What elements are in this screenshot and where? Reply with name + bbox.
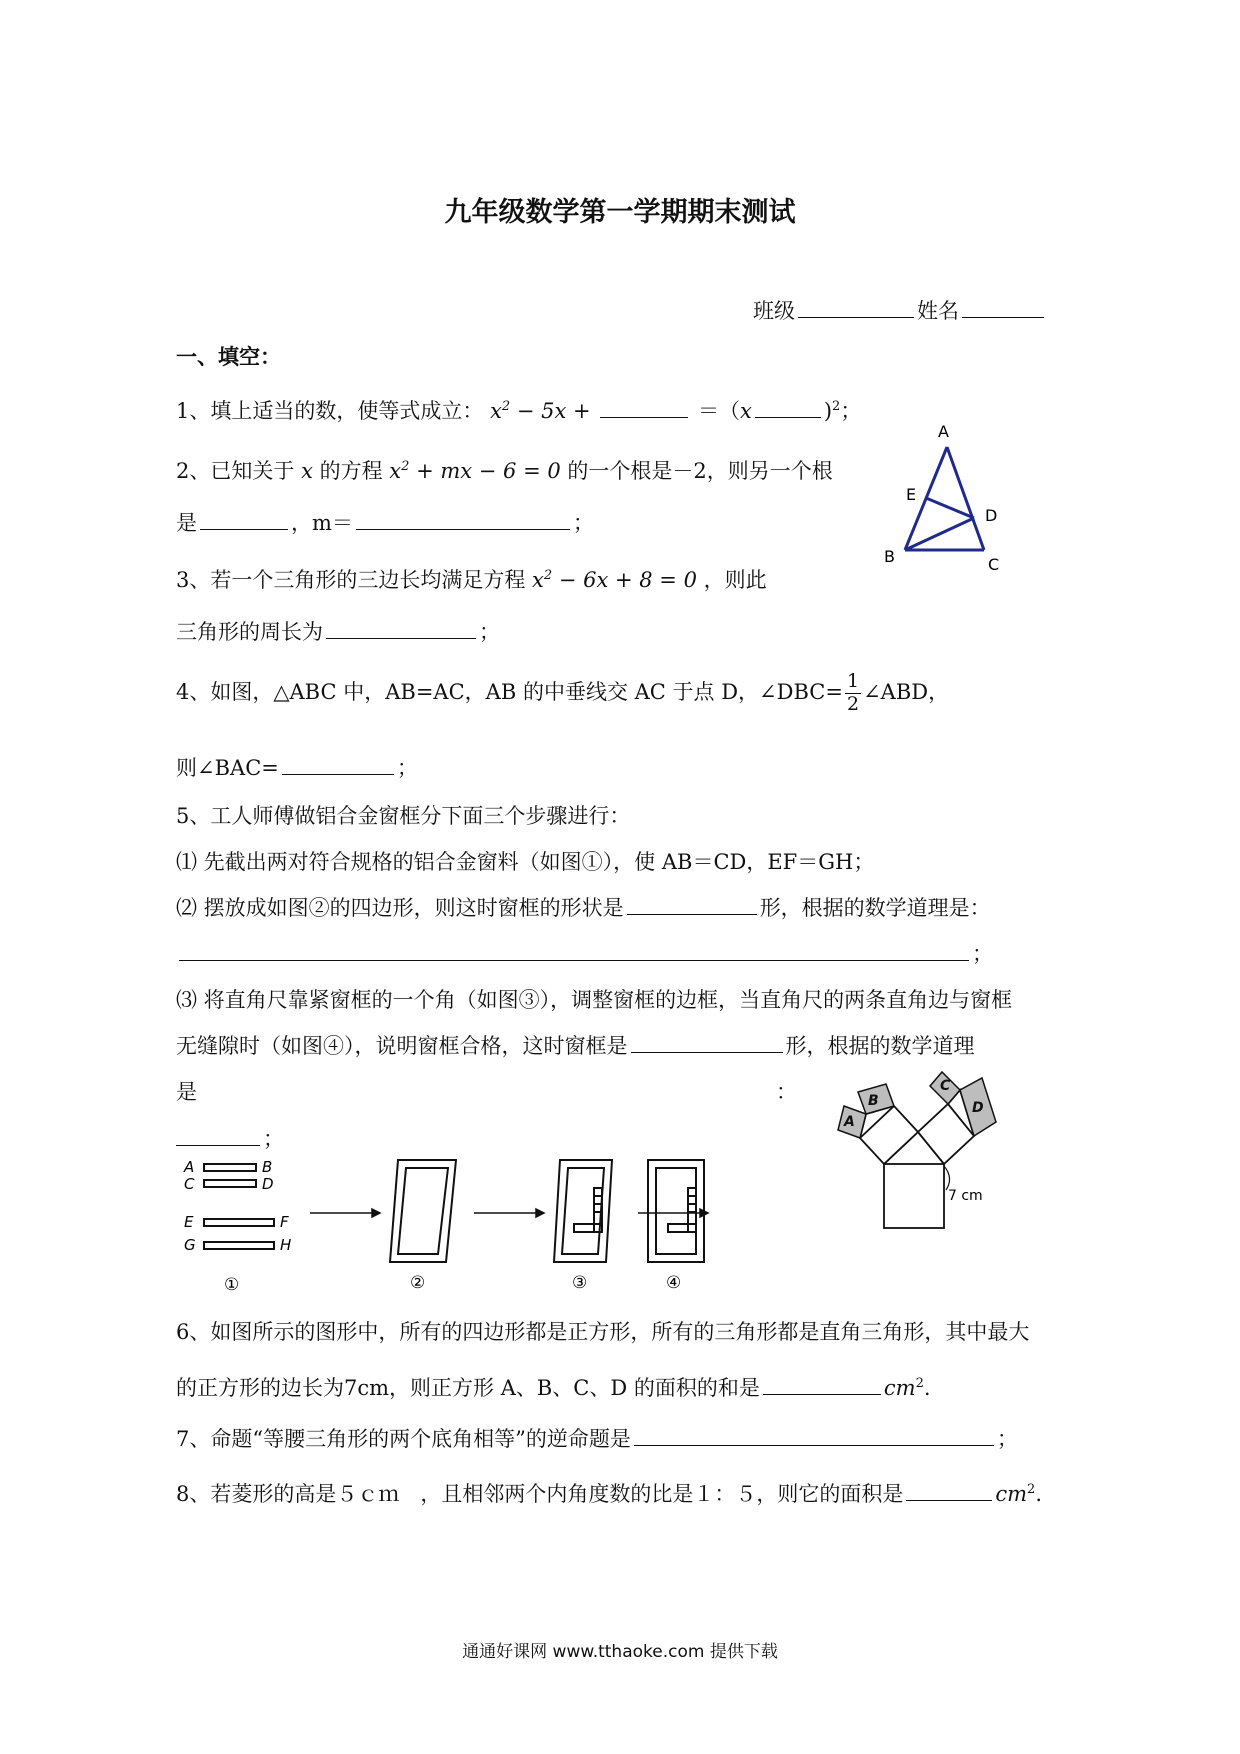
q1-close: )$^2$ <box>823 399 841 423</box>
q2-blank-root <box>200 509 288 530</box>
q8-blank <box>906 1480 992 1501</box>
class-blank <box>798 297 914 318</box>
bar-label-d: D <box>262 1175 274 1193</box>
student-info <box>753 295 1047 325</box>
q5-step3-a: 无缝隙时（如图④），说明窗框合格，这时窗框是 <box>176 1034 628 1058</box>
q4-frac-num: 1 <box>846 670 860 692</box>
question-2-line-2 <box>176 507 594 537</box>
q1-eq: ＝（ <box>697 399 740 423</box>
q5-intro: 5、工人师傅做铝合金窗框分下面三个步骤进行： <box>176 804 631 828</box>
triangle-label-e: E <box>906 485 917 504</box>
q5-step-3-line-1: ⑶ 将直角尺靠紧窗框的一个角（如图③），调整窗框的边框，当直角尺的两条直角边与窗框 <box>176 988 1013 1012</box>
q6-text: 的正方形的边长为7cm，则正方形 A、B、C、D 的面积的和是 <box>176 1376 760 1400</box>
q1-blank-2 <box>755 397 821 418</box>
window-frame-figure <box>176 1150 796 1300</box>
q5-step-3-reason <box>176 1123 284 1153</box>
q7-blank <box>634 1425 994 1446</box>
q2-line2-a: 是 <box>176 511 197 535</box>
bar-label-b: B <box>262 1158 273 1176</box>
question-4-line-2 <box>176 752 418 782</box>
q4-blank <box>282 754 394 775</box>
footer: 通通好课网 www.tthaoke.com 提供下载 <box>462 1642 778 1662</box>
q3-line2: 三角形的周长为 <box>176 620 323 644</box>
q5-step-2-reason <box>176 938 993 968</box>
q5-blank-reason <box>179 940 969 961</box>
question-3-line-1 <box>176 564 767 594</box>
q2-var: x <box>301 459 313 483</box>
bar-cd <box>204 1180 256 1187</box>
q5-step2-a: ⑵ 摆放成如图②的四边形，则这时窗框的形状是 <box>176 896 624 920</box>
bar-label-f: F <box>280 1213 289 1231</box>
square-label-a: A <box>844 1114 855 1130</box>
q1-expr: $x^2 - 5x$ + <box>490 399 591 423</box>
q6-unit-sup: 2 <box>915 1376 924 1391</box>
page-title: 九年级数学第一学期期末测试 <box>444 197 796 228</box>
q5-blank-shape-2 <box>631 1032 783 1053</box>
triangle-label-d: D <box>985 506 998 525</box>
q6-line-1: 6、如图所示的图形中，所有的四边形都是正方形，所有的三角形都是直角三角形，其中最大 <box>176 1320 1030 1344</box>
q5-colon: ： <box>776 1080 797 1104</box>
step-label-2: ② <box>410 1273 426 1293</box>
q3-blank <box>326 618 476 639</box>
q1-blank-1 <box>600 397 688 418</box>
q1-x: x <box>739 399 752 423</box>
q5-blank-shape <box>627 894 757 915</box>
triangle-figure <box>870 420 1020 580</box>
square-label-b: B <box>868 1093 879 1109</box>
q7-text: 7、命题“等腰三角形的两个底角相等”的逆命题是 <box>176 1427 631 1451</box>
q3-text-a: 3、若一个三角形的三边长均满足方程 <box>176 568 526 592</box>
name-label: 姓名 <box>917 299 959 323</box>
q5-semi: ； <box>972 942 993 966</box>
bar-label-a: A <box>184 1158 195 1176</box>
square-label-d: D <box>972 1100 984 1116</box>
q2-equation: $x^2$ + mx − 6 = 0 <box>389 459 561 483</box>
bar-label-h: H <box>280 1236 292 1254</box>
q5-step3-b: 形，根据的数学道理 <box>785 1034 975 1058</box>
question-1 <box>176 395 861 425</box>
q6-line-2 <box>176 1372 931 1402</box>
q4-text-b: ∠ABD， <box>863 679 950 704</box>
q8-unit-sup: 2 <box>1027 1482 1036 1497</box>
q6-unit: cm <box>883 1376 916 1400</box>
triangle-label-b: B <box>884 547 895 566</box>
triangle-label-c: C <box>988 555 1000 574</box>
bar-gh <box>204 1242 274 1249</box>
q4-text-a: 4、如图，△ABC 中，AB=AC，AB 的中垂线交 AC 于点 D，∠DBC= <box>176 679 843 704</box>
q7-semi: ； <box>996 1427 1018 1451</box>
q3-text-b: ，则此 <box>703 568 767 592</box>
q8-unit: cm <box>995 1482 1028 1506</box>
q6-end: . <box>923 1376 931 1400</box>
q4-semi: ； <box>396 756 418 780</box>
q3-semi: ； <box>479 620 500 644</box>
frame-4 <box>648 1160 704 1262</box>
question-7 <box>176 1423 1018 1453</box>
q2-text-a: 2、已知关于 <box>176 459 295 483</box>
triangle-label-a: A <box>938 422 949 441</box>
bar-ab <box>204 1164 256 1171</box>
largest-square <box>884 1164 944 1228</box>
question-2-line-1 <box>176 455 833 485</box>
frame-2 <box>390 1160 456 1262</box>
q4-fraction <box>845 671 861 716</box>
bar-ef <box>204 1219 274 1226</box>
q2-text-c: 的一个根是－2，则另一个根 <box>567 459 833 483</box>
q8-end: . <box>1035 1482 1043 1506</box>
q6-blank <box>763 1374 881 1395</box>
frame-3 <box>554 1160 612 1262</box>
q3-equation: $x^2 - 6x + 8 = 0$ <box>532 568 697 592</box>
q1-semi: ； <box>840 399 862 423</box>
side-length-label: 7 cm <box>948 1188 983 1204</box>
q5-step-3-line-3: 是 <box>176 1080 197 1104</box>
pythagoras-squares-figure <box>820 1050 1025 1260</box>
q1-text: 1、填上适当的数，使等式成立： <box>176 399 484 423</box>
class-label: 班级 <box>753 299 795 323</box>
q4-line2: 则∠BAC= <box>176 756 279 780</box>
q2-semi: ； <box>572 511 594 535</box>
q5-semi-2: ； <box>263 1127 284 1151</box>
bar-label-e: E <box>184 1213 194 1231</box>
q2-text-b: 的方程 <box>319 459 383 483</box>
q4-frac-den: 2 <box>846 692 860 715</box>
bar-label-c: C <box>184 1175 195 1193</box>
section-heading: 一、填空： <box>176 345 281 369</box>
q8-text: 8、若菱形的高是５ｃｍ ，且相邻两个内角度数的比是１：５，则它的面积是 <box>176 1482 904 1506</box>
q5-blank-reason-2 <box>176 1125 260 1146</box>
square-label-c: C <box>940 1078 951 1094</box>
step-label-1: ① <box>224 1275 240 1295</box>
q2-m-label: ，m＝ <box>291 511 353 535</box>
bar-label-g: G <box>184 1236 196 1254</box>
q5-step-2 <box>176 892 991 922</box>
name-blank <box>962 297 1044 318</box>
question-4-line-1 <box>176 671 949 716</box>
step-label-3: ③ <box>572 1273 588 1293</box>
q5-step2-b: 形，根据的数学道理是： <box>759 896 991 920</box>
question-3-line-2 <box>176 616 500 646</box>
q5-step-1: ⑴ 先截出两对符合规格的铝合金窗料（如图①），使 AB＝CD，EF＝GH； <box>176 850 875 874</box>
question-8 <box>176 1478 1042 1508</box>
q2-blank-m <box>356 509 570 530</box>
step-label-4: ④ <box>666 1273 682 1293</box>
